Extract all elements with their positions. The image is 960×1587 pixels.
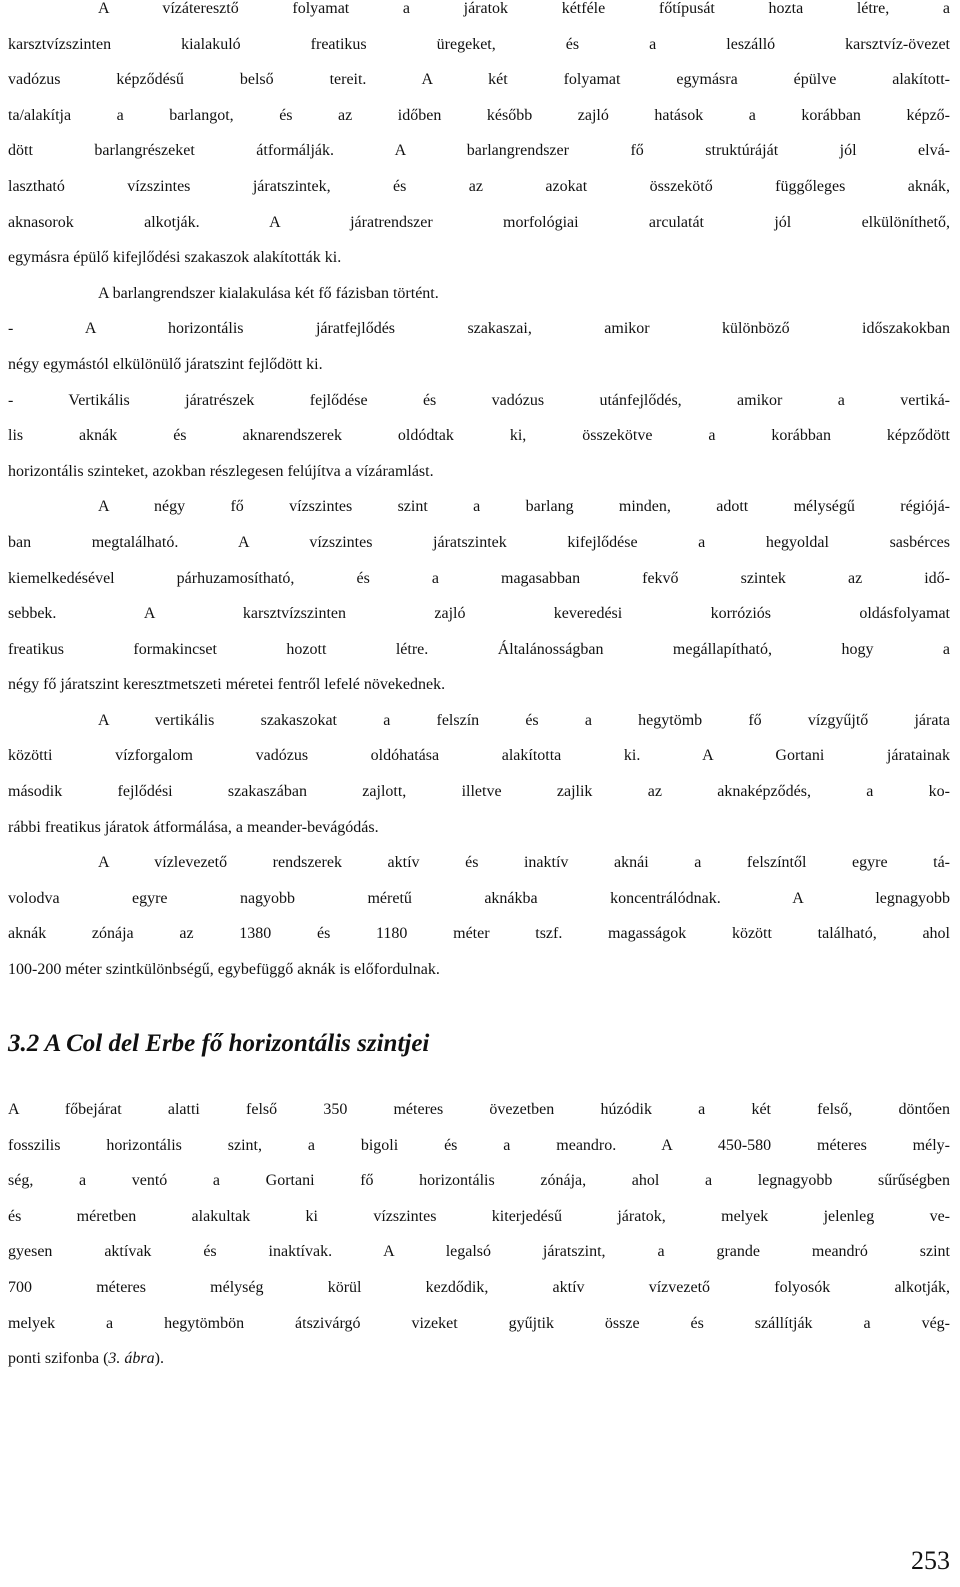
- section-body-text: [8, 1101, 950, 1386]
- figure-reference: 3. ábra: [108, 1350, 155, 1368]
- text-line: dött barlangrészeket átformálják. A barlangrendszer fő struktúráját jól elvá-: [8, 142, 950, 160]
- text-line: aknák zónája az 1380 és 1180 méter tszf. magasságok között található, ahol: [8, 925, 950, 943]
- text-line: A vertikális szakaszokat a felszín és a hegytömb fő vízgyűjtő járata: [98, 711, 950, 729]
- text-line: 100-200 méter szintkülönbségű, egybefüggő aknák is előfordulnak.: [8, 961, 440, 979]
- text-line: egymásra épülő kifejlődési szakaszok alakították ki.: [8, 249, 342, 267]
- text-line: második fejlődési szakaszában zajlott, illetve zajlik az aknaképződés, a ko-: [8, 783, 950, 801]
- line-suffix: ).: [154, 1350, 164, 1368]
- text-line: A vízlevezető rendszerek aktív és inaktív aknái a felszíntől egyre tá-: [98, 854, 950, 872]
- text-line: A négy fő vízszintes szint a barlang minden, adott mélységű régiójá-: [98, 498, 950, 516]
- text-line: 700 méteres mélység körül kezdődik, aktív vízvezető folyosók alkotják,: [8, 1278, 950, 1296]
- text-line: és méretben alakultak ki vízszintes kiterjedésű járatok, melyek jelenleg ve-: [8, 1207, 950, 1225]
- text-line: A vízáteresztő folyamat a járatok kétféle főtípusát hozta létre, a: [98, 0, 950, 17]
- text-line: négy egymástól elkülönülő járatszint fejlődött ki.: [8, 355, 323, 373]
- text-line: kiemelkedésével párhuzamosítható, és a magasabban fekvő szintek az idő-: [8, 569, 950, 587]
- page-number: 253: [911, 1546, 950, 1575]
- text-line: horizontális szinteket, azokban részlegesen felújítva a vízáramlást.: [8, 462, 434, 480]
- text-line: ség, a ventó a Gortani fő horizontális zónája, ahol a legnagyobb sűrűségben: [8, 1172, 950, 1190]
- text-line: gyesen aktívak és inaktívak. A legalsó járatszint, a grande meandró szint: [8, 1243, 950, 1261]
- text-line: aknasorok alkotják. A járatrendszer morfológiai arculatát jól elkülöníthető,: [8, 213, 950, 231]
- text-line: - A horizontális járatfejlődés szakaszai, amikor különböző időszakokban: [8, 320, 950, 338]
- text-line: vadózus képződésű belső tereit. A két folyamat egymásra épülve alakított-: [8, 71, 950, 89]
- text-line: volodva egyre nagyobb méretű aknákba koncentrálódnak. A legnagyobb: [8, 889, 950, 907]
- text-line: karsztvízszinten kialakuló freatikus üregeket, és a leszálló karsztvíz-övezet: [8, 35, 950, 53]
- text-line: [8, 1350, 950, 1386]
- text-line: közötti vízforgalom vadózus oldóhatása alakította ki. A Gortani járatainak: [8, 747, 950, 765]
- text-line: lis aknák és aknarendszerek oldódtak ki, összekötve a korábban képződött: [8, 427, 950, 445]
- text-line: lasztható vízszintes járatszintek, és az azokat összekötő függőleges aknák,: [8, 177, 950, 195]
- text-line: melyek a hegytömbön átszivárgó vizeket gyűjtik össze és szállítják a vég-: [8, 1314, 950, 1332]
- text-line: freatikus formakincset hozott létre. Általánosságban megállapítható, hogy a: [8, 640, 950, 658]
- text-line: sebbek. A karsztvízszinten zajló keveredési korróziós oldásfolyamat: [8, 605, 950, 623]
- text-line: A főbejárat alatti felső 350 méteres övezetben húzódik a két felső, döntően: [8, 1101, 950, 1118]
- line-prefix: ponti szifonba (: [8, 1350, 109, 1368]
- text-line: A barlangrendszer kialakulása két fő fázisban történt.: [98, 284, 439, 302]
- text-line: fosszilis horizontális szint, a bigoli és a meandro. A 450-580 méteres mély-: [8, 1136, 950, 1154]
- text-line: négy fő járatszint keresztmetszeti méretei fentről lefelé növekednek.: [8, 676, 446, 694]
- body-text: [8, 0, 950, 997]
- section-heading: 3.2 A Col del Erbe fő horizontális szintjei: [8, 1030, 430, 1057]
- text-line: ban megtalálható. A vízszintes járatszintek kifejlődése a hegyoldal sasbérces: [8, 533, 950, 551]
- text-line: - Vertikális járatrészek fejlődése és vadózus utánfejlődés, amikor a vertiká-: [8, 391, 950, 409]
- text-line: rábbi freatikus járatok átformálása, a meander-bevágódás.: [8, 818, 379, 836]
- text-line: ta/alakítja a barlangot, és az időben később zajló hatások a korábban képző-: [8, 106, 950, 124]
